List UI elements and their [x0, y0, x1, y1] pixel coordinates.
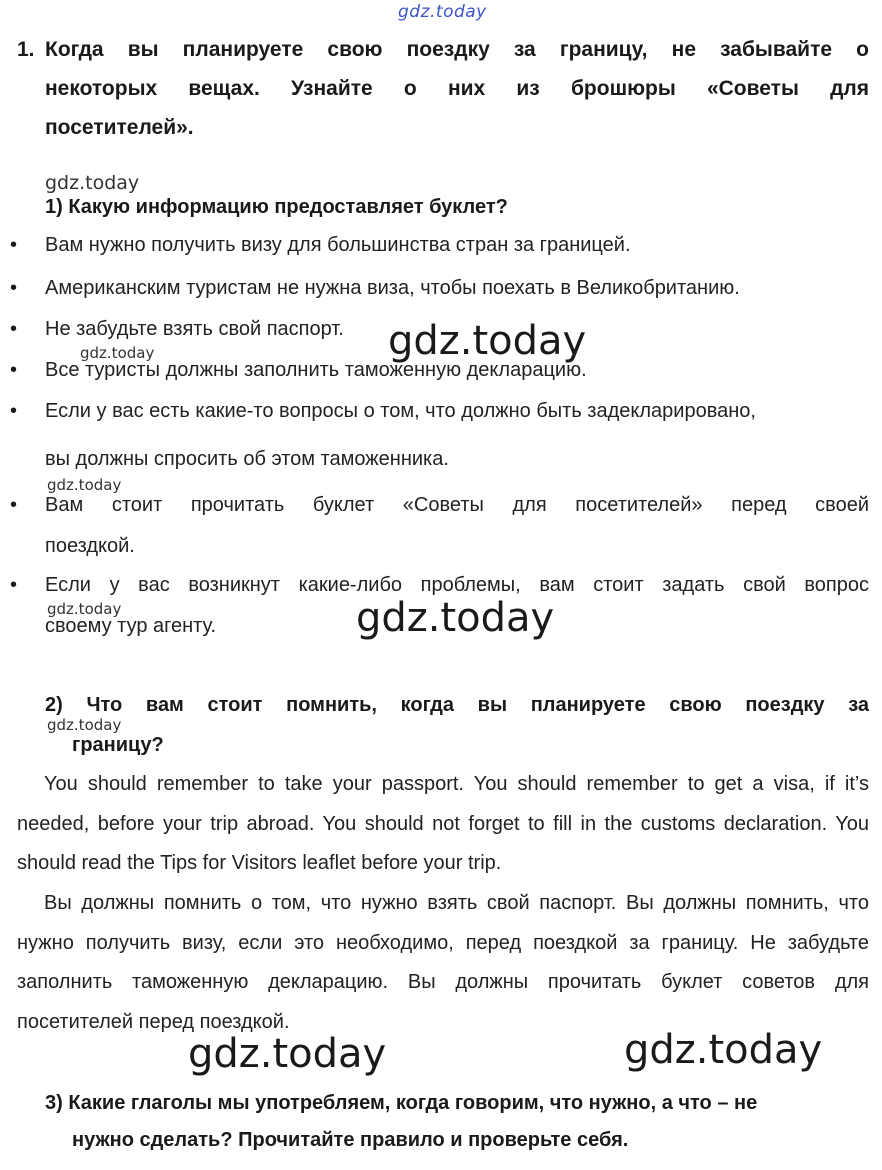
watermark-big: gdz.today	[624, 1027, 823, 1073]
watermark-top: gdz.today	[398, 2, 487, 22]
question-3-title-line-2: нужно сделать? Прочитайте правило и проверьте себя.	[72, 1129, 629, 1151]
answer-russian-text: Вы должны помнить о том, что нужно взять свой паспорт. Вы должны помнить, что нужно получить визу, если это необходимо, перед поездкой за границу. Не забудьте заполнить таможенную декларацию. Вы должны прочитать буклет советов для посетителей перед поездкой.	[17, 892, 869, 1033]
question-2-title-line-2: границу?	[72, 734, 164, 756]
watermark-small: gdz.today	[80, 344, 155, 362]
watermark-big: gdz.today	[188, 1031, 387, 1077]
answer-russian	[17, 884, 869, 1042]
bullet-icon: •	[10, 400, 18, 422]
answer-english	[17, 765, 869, 884]
question-3-title-line-1: 3) Какие глаголы мы употребляем, когда говорим, что нужно, а что – не	[45, 1092, 758, 1114]
exercise-number: 1.	[17, 38, 35, 61]
list-item-text: Американским туристам не нужна виза, чтобы поехать в Великобританию.	[45, 277, 740, 299]
list-item-text: Не забудьте взять свой паспорт.	[45, 318, 344, 340]
exercise-line-3: посетителей».	[45, 116, 194, 139]
watermark-small: gdz.today	[47, 600, 122, 618]
list-item-text: Вам нужно получить визу для большинства стран за границей.	[45, 234, 631, 256]
watermark-small: gdz.today	[45, 172, 140, 194]
answer-english-text: You should remember to take your passport. You should remember to get a visa, if it’s needed, before your trip abroad. You should not forget to fill in the customs declaration. You should read the Tips for Visitors leaflet before your trip.	[17, 773, 869, 874]
bullet-icon: •	[10, 494, 18, 516]
bullet-icon: •	[10, 234, 18, 256]
list-item-text: Если у вас есть какие-то вопросы о том, что должно быть задекларировано,	[45, 400, 756, 422]
exercise-line-2: некоторых вещах. Узнайте о них из брошюры «Советы для	[45, 77, 869, 100]
exercise-line-1: Когда вы планируете свою поездку за границу, не забывайте о	[45, 38, 869, 61]
bullet-icon: •	[10, 277, 18, 299]
watermark-big: gdz.today	[356, 595, 555, 641]
list-item-text: Все туристы должны заполнить таможенную декларацию.	[45, 359, 587, 381]
watermark-small: gdz.today	[47, 716, 122, 734]
bullet-icon: •	[10, 318, 18, 340]
list-item-text: вы должны спросить об этом таможенника.	[45, 448, 449, 470]
bullet-icon: •	[10, 359, 18, 381]
watermark-big: gdz.today	[388, 318, 587, 364]
watermark-small: gdz.today	[47, 476, 122, 494]
bullet-icon: •	[10, 574, 18, 596]
list-item-text: поездкой.	[45, 535, 135, 557]
list-item-text: Если у вас возникнут какие-либо проблемы, вам стоит задать свой вопрос	[45, 574, 869, 596]
list-item-text: своему тур агенту.	[45, 615, 217, 637]
list-item-text: Вам стоит прочитать буклет «Советы для посетителей» перед своей	[45, 494, 869, 516]
question-2-title-line-1: 2) Что вам стоит помнить, когда вы планируете свою поездку за	[45, 694, 869, 716]
question-1-title: 1) Какую информацию предоставляет буклет?	[45, 196, 508, 218]
